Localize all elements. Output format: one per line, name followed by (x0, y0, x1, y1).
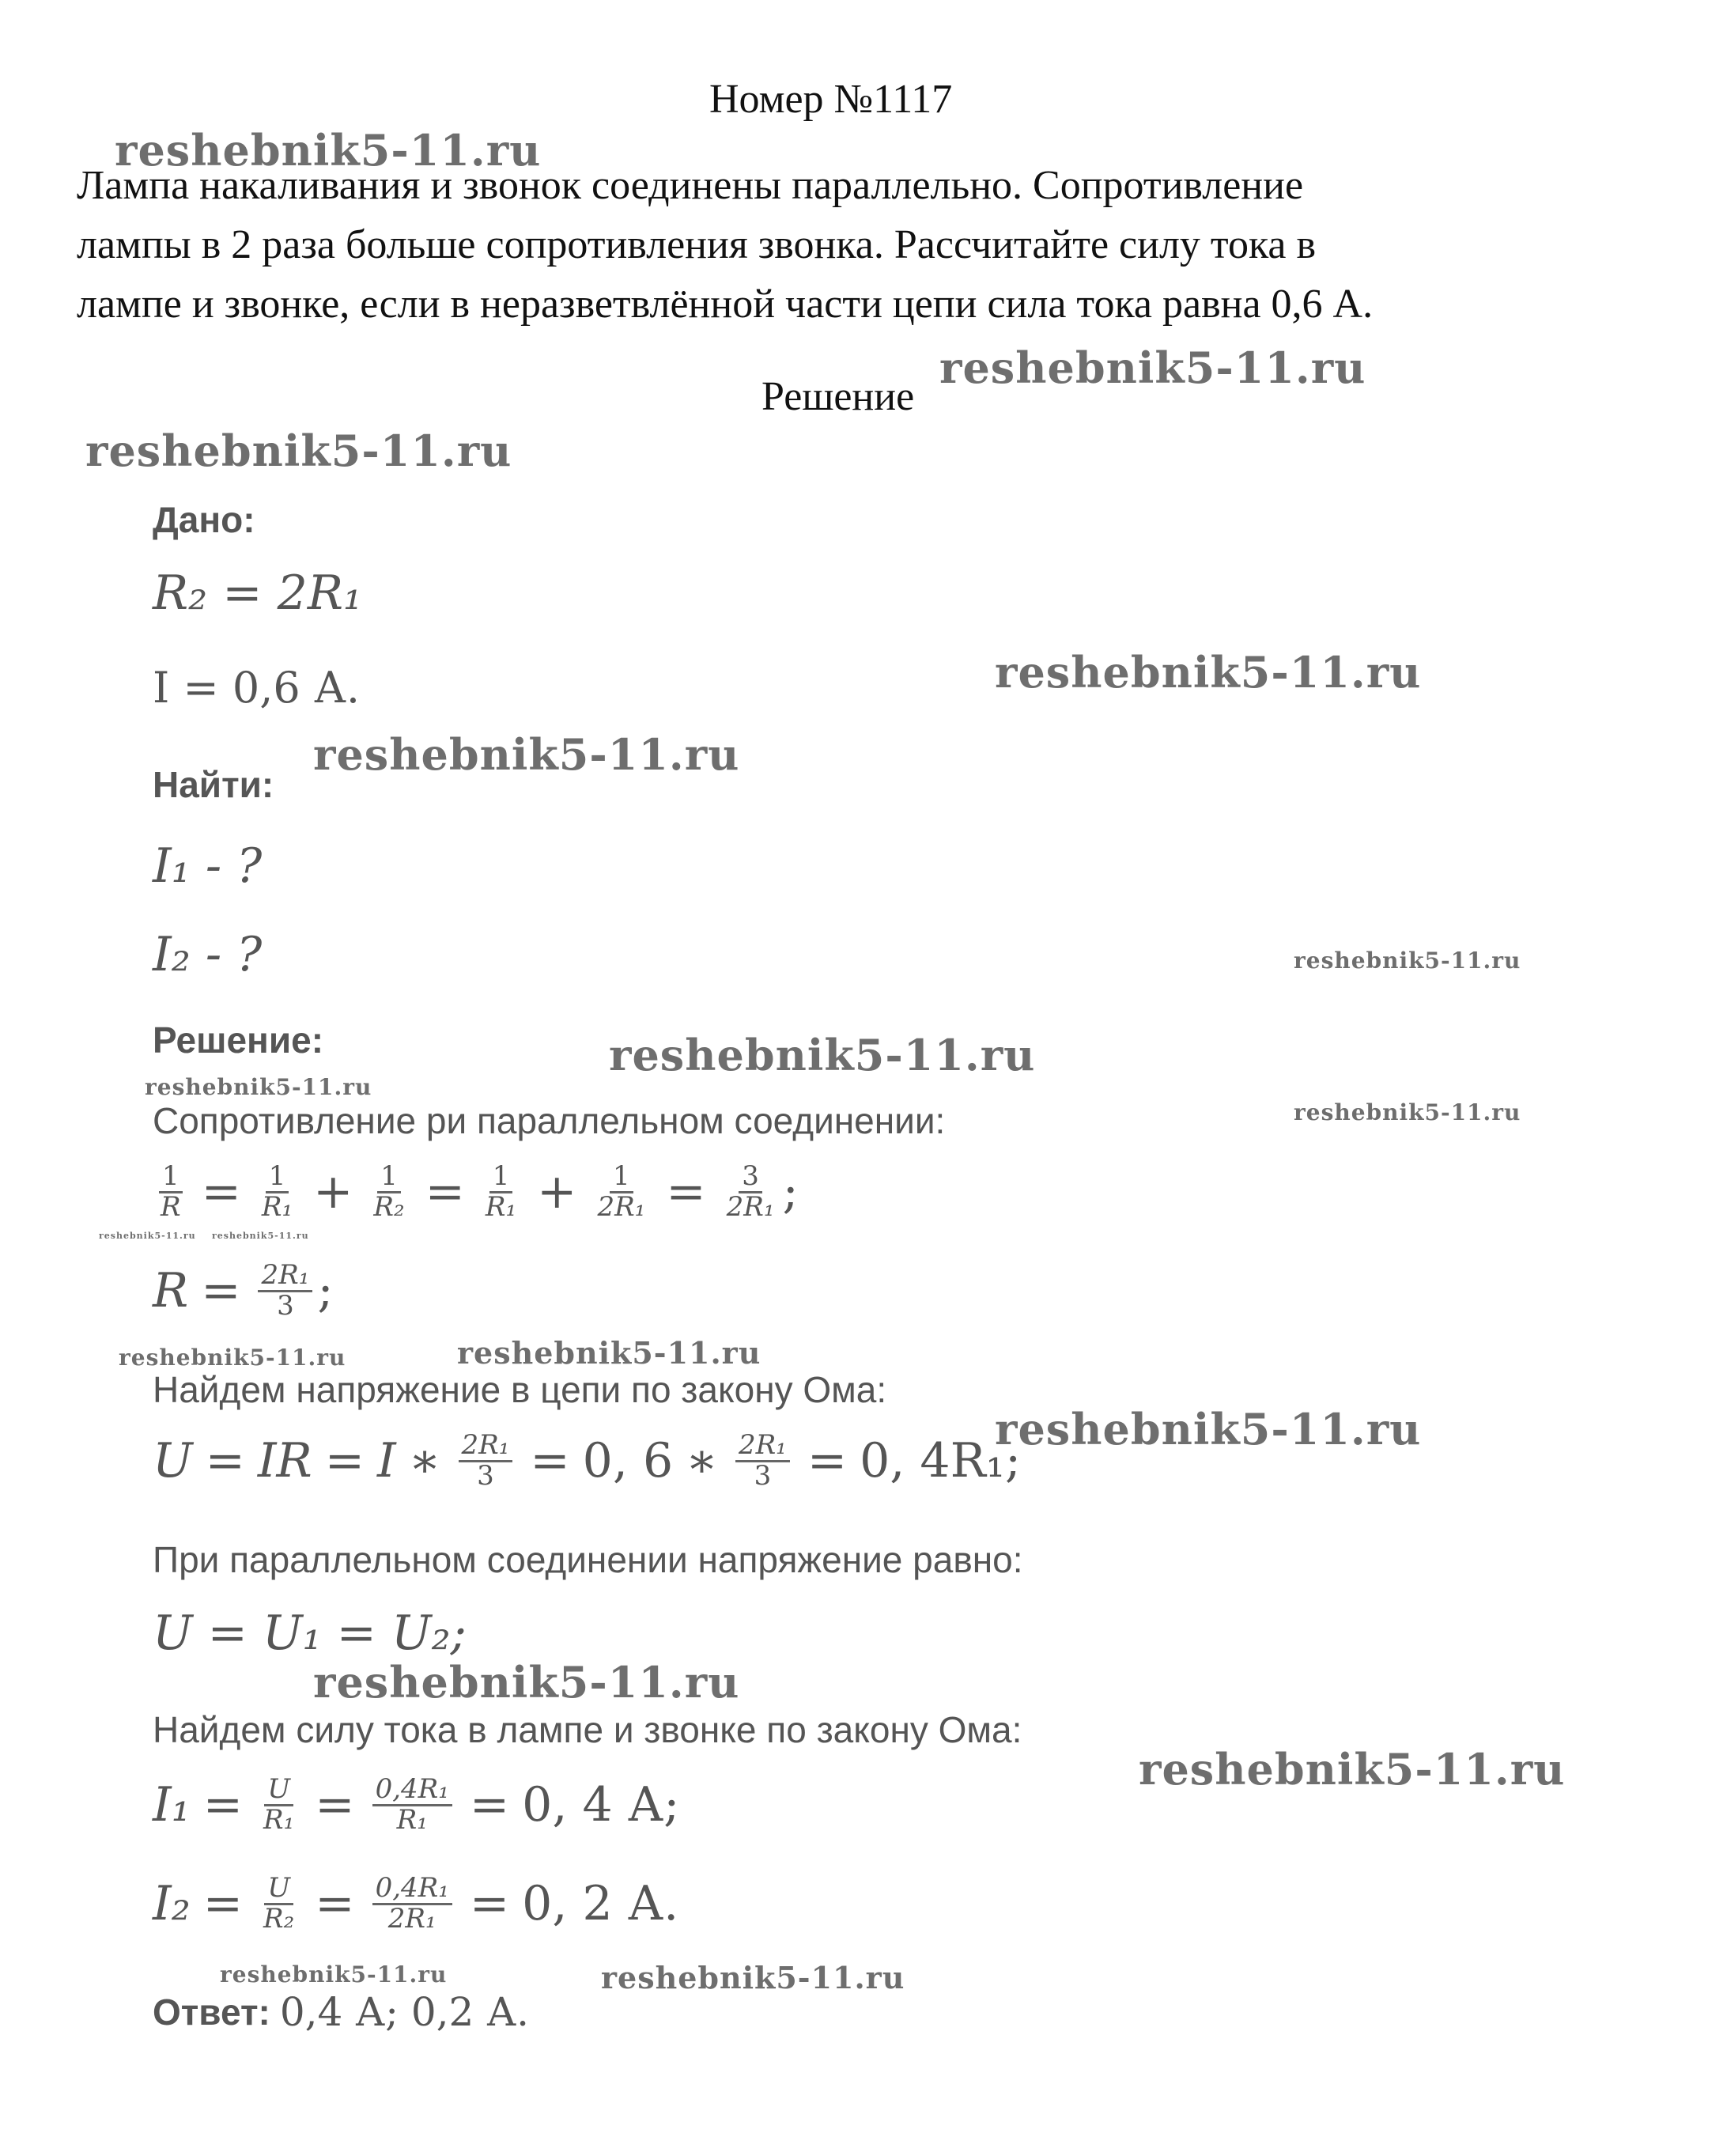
watermark: reshebnik5-11.ru (1294, 1099, 1521, 1125)
watermark: reshebnik5-11.ru (115, 125, 542, 176)
given-resistance-relation: R₂ = 2R₁ (153, 565, 363, 621)
find-label: Найти: (153, 764, 274, 805)
page-title: Номер №1117 (709, 77, 953, 122)
watermark: reshebnik5-11.ru (609, 1030, 1036, 1080)
watermark: reshebnik5-11.ru (220, 1961, 448, 1988)
watermark: reshebnik5-11.ru (1294, 948, 1521, 974)
ohm-voltage-text: Найдем напряжение в цепи по закону Ома: (153, 1369, 887, 1410)
watermark: reshebnik5-11.ru (457, 1335, 761, 1371)
watermark: reshebnik5-11.ru (119, 1345, 346, 1371)
given-label: Дано: (153, 499, 255, 540)
answer (153, 1989, 529, 2035)
currents-text: Найдем силу тока в лампе и звонке по закону Ома: (153, 1709, 1022, 1750)
solution-label: Решение: (153, 1019, 324, 1061)
watermark: reshebnik5-11.ru (995, 1404, 1422, 1454)
voltage-equal-text: При параллельном соединении напряжение равно: (153, 1539, 1023, 1580)
watermark: reshebnik5-11.ru (212, 1231, 309, 1241)
find-i2: I₂ - ? (153, 927, 263, 982)
watermark: reshebnik5-11.ru (313, 729, 740, 780)
watermark: reshebnik5-11.ru (99, 1231, 196, 1241)
watermark: reshebnik5-11.ru (601, 1960, 905, 1995)
watermark: reshebnik5-11.ru (939, 342, 1366, 393)
formula-equivalent-resistance: R = $\frac{\text{2R₁}}{3}$ ; (153, 1259, 334, 1322)
solution-heading: Решение (761, 374, 915, 419)
formula-voltage-equality: U = U₁ = U₂; (153, 1606, 467, 1661)
problem-line-3: лампе и звонке, если в неразветвлённой части цепи сила тока равна 0,6 А. (77, 282, 1374, 327)
problem-line-1: Лампа накаливания и звонок соединены параллельно. Сопротивление (77, 163, 1304, 208)
watermark: reshebnik5-11.ru (85, 426, 512, 476)
find-i1: I₁ - ? (153, 838, 263, 894)
parallel-resistance-text: Сопротивление ри параллельном соединении: (153, 1100, 946, 1141)
formula-current-bell: I₂ = $\frac{U}{\text{R₂}}$ = $\frac{\text{0,4R₁}}{\text{2R₁}}$ = 0, 2 А. (153, 1872, 679, 1935)
given-current: I = 0,6 А. (153, 663, 361, 713)
watermark: reshebnik5-11.ru (145, 1074, 372, 1100)
formula-current-lamp: I₁ = $\frac{U}{\text{R₁}}$ = $\frac{\text{0,4R₁}}{\text{R₁}}$ = 0, 4 А; (153, 1773, 680, 1836)
formula-voltage: U = IR = I ∗ $\frac{\text{2R₁}}{3}$ = 0, 6 ∗ $\frac{\text{2R₁}}{3}$ = 0, 4R₁; (153, 1429, 1022, 1492)
watermark: reshebnik5-11.ru (313, 1657, 740, 1708)
watermark: reshebnik5-11.ru (995, 647, 1422, 698)
problem-line-2: лампы в 2 раза больше сопротивления звонка. Рассчитайте силу тока в (77, 222, 1317, 267)
formula-parallel-resistance: $\frac{1}{R}$ = $\frac{1}{\text{R₁}}$ + $\frac{1}{\text{R₂}}$ = $\frac{1}{\text{R₁}}$ + $\frac{1}{\text{2R₁}}$ = $\frac{3}{\text{2R₁}}$ ; (153, 1163, 799, 1221)
answer-value: 0,4 А; 0,2 А. (279, 1989, 529, 2035)
answer-label: Ответ: (153, 1991, 270, 2033)
watermark: reshebnik5-11.ru (1139, 1744, 1566, 1795)
